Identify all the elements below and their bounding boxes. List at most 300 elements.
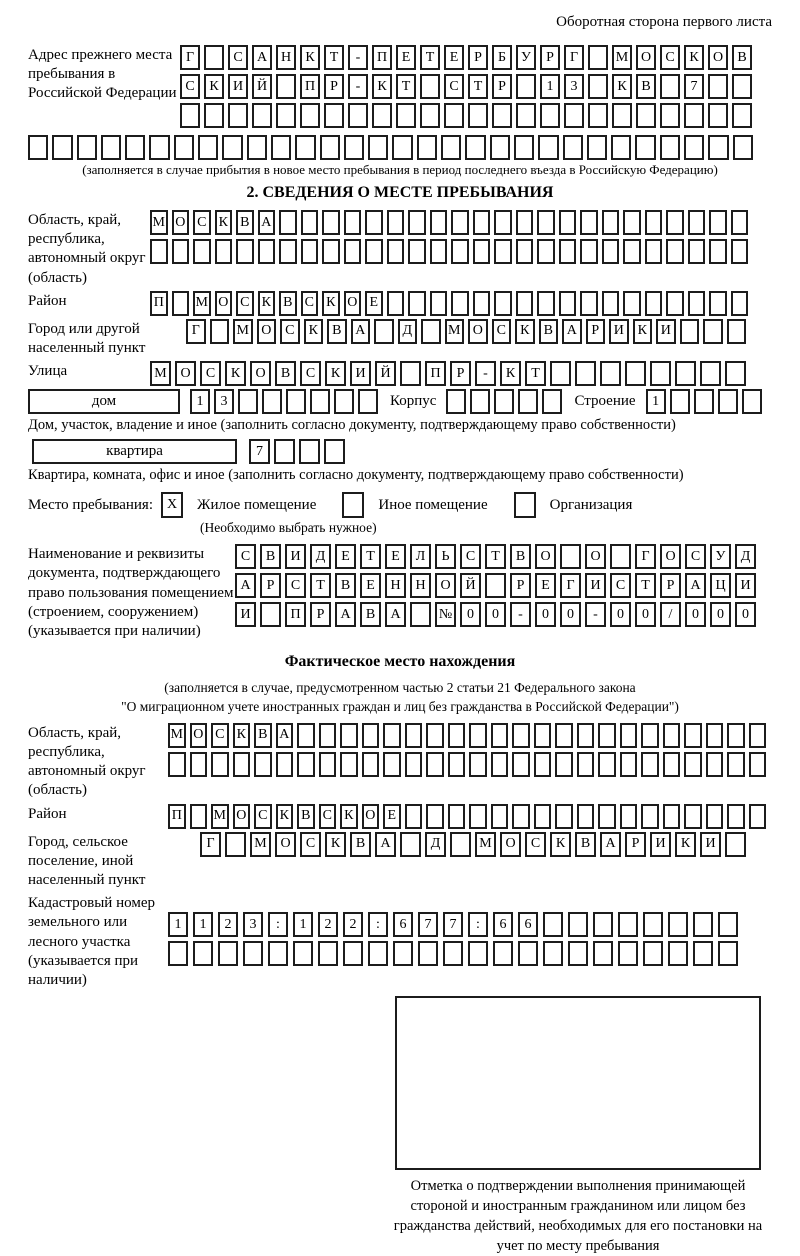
char-cell[interactable] xyxy=(225,832,246,857)
char-cell[interactable] xyxy=(645,239,663,264)
char-cell[interactable] xyxy=(727,804,745,829)
char-cell[interactable] xyxy=(534,804,552,829)
char-cell[interactable]: С xyxy=(235,544,256,569)
char-cell[interactable] xyxy=(733,135,753,160)
char-cell[interactable]: Д xyxy=(310,544,331,569)
char-cell[interactable] xyxy=(238,389,258,414)
char-cell[interactable]: С xyxy=(685,544,706,569)
char-cell[interactable]: Р xyxy=(450,361,471,386)
char-cell[interactable] xyxy=(410,602,431,627)
char-cell[interactable] xyxy=(577,723,595,748)
char-cell[interactable]: - xyxy=(348,45,368,70)
char-cell[interactable] xyxy=(725,832,746,857)
char-cell[interactable]: К xyxy=(550,832,571,857)
char-cell[interactable] xyxy=(575,361,596,386)
char-cell[interactable]: Н xyxy=(385,573,406,598)
char-cell[interactable] xyxy=(426,804,444,829)
char-cell[interactable] xyxy=(274,439,295,464)
char-cell[interactable] xyxy=(52,135,72,160)
char-cell[interactable] xyxy=(580,239,598,264)
char-cell[interactable]: 0 xyxy=(460,602,481,627)
char-cell[interactable] xyxy=(612,103,632,128)
char-cell[interactable] xyxy=(396,103,416,128)
char-cell[interactable]: В xyxy=(254,723,272,748)
char-cell[interactable]: М xyxy=(150,210,168,235)
char-cell[interactable] xyxy=(408,291,426,316)
char-cell[interactable]: А xyxy=(276,723,294,748)
char-cell[interactable] xyxy=(518,941,538,966)
char-cell[interactable] xyxy=(340,752,358,777)
char-cell[interactable]: К xyxy=(258,291,276,316)
char-cell[interactable]: О xyxy=(708,45,728,70)
char-cell[interactable] xyxy=(663,752,681,777)
char-cell[interactable]: И xyxy=(700,832,721,857)
char-cell[interactable]: Г xyxy=(200,832,221,857)
char-cell[interactable] xyxy=(708,103,728,128)
char-cell[interactable] xyxy=(587,135,607,160)
char-cell[interactable] xyxy=(426,752,444,777)
char-cell[interactable]: Р xyxy=(468,45,488,70)
char-cell[interactable] xyxy=(684,103,704,128)
char-cell[interactable]: Е xyxy=(335,544,356,569)
char-cell[interactable] xyxy=(168,941,188,966)
char-cell[interactable]: С xyxy=(460,544,481,569)
char-cell[interactable]: К xyxy=(276,804,294,829)
char-cell[interactable] xyxy=(514,135,534,160)
char-cell[interactable] xyxy=(190,752,208,777)
char-cell[interactable] xyxy=(670,389,690,414)
char-cell[interactable] xyxy=(618,941,638,966)
char-cell[interactable]: Й xyxy=(252,74,272,99)
char-cell[interactable]: К xyxy=(215,210,233,235)
char-cell[interactable] xyxy=(301,239,319,264)
char-cell[interactable]: - xyxy=(510,602,531,627)
char-cell[interactable] xyxy=(473,239,491,264)
char-cell[interactable]: К xyxy=(325,361,346,386)
checkbox-inoe[interactable] xyxy=(342,492,364,518)
char-cell[interactable]: И xyxy=(235,602,256,627)
char-cell[interactable] xyxy=(469,723,487,748)
char-cell[interactable] xyxy=(236,239,254,264)
char-cell[interactable] xyxy=(534,752,552,777)
char-cell[interactable]: О xyxy=(468,319,488,344)
char-cell[interactable] xyxy=(421,319,441,344)
char-cell[interactable] xyxy=(623,291,641,316)
char-cell[interactable]: 7 xyxy=(418,912,438,937)
char-cell[interactable] xyxy=(368,135,388,160)
char-cell[interactable] xyxy=(301,210,319,235)
char-cell[interactable] xyxy=(749,752,767,777)
char-cell[interactable] xyxy=(706,752,724,777)
char-cell[interactable] xyxy=(430,239,448,264)
char-cell[interactable] xyxy=(344,135,364,160)
char-cell[interactable] xyxy=(555,752,573,777)
char-cell[interactable]: Г xyxy=(186,319,206,344)
char-cell[interactable] xyxy=(732,74,752,99)
char-cell[interactable] xyxy=(731,239,749,264)
char-cell[interactable]: Т xyxy=(420,45,440,70)
char-cell[interactable] xyxy=(405,804,423,829)
char-cell[interactable] xyxy=(516,103,536,128)
char-cell[interactable] xyxy=(362,723,380,748)
char-cell[interactable] xyxy=(550,361,571,386)
char-cell[interactable] xyxy=(387,210,405,235)
char-cell[interactable]: : xyxy=(468,912,488,937)
char-cell[interactable] xyxy=(593,941,613,966)
char-cell[interactable] xyxy=(516,291,534,316)
char-cell[interactable] xyxy=(254,752,272,777)
char-cell[interactable]: К xyxy=(515,319,535,344)
char-cell[interactable] xyxy=(468,941,488,966)
char-cell[interactable]: Л xyxy=(410,544,431,569)
char-cell[interactable] xyxy=(749,723,767,748)
char-cell[interactable] xyxy=(577,804,595,829)
char-cell[interactable]: Т xyxy=(525,361,546,386)
char-cell[interactable] xyxy=(365,210,383,235)
char-cell[interactable] xyxy=(393,941,413,966)
char-cell[interactable] xyxy=(700,361,721,386)
char-cell[interactable]: М xyxy=(193,291,211,316)
char-cell[interactable] xyxy=(512,723,530,748)
char-cell[interactable]: Р xyxy=(540,45,560,70)
char-cell[interactable]: К xyxy=(322,291,340,316)
char-cell[interactable]: В xyxy=(539,319,559,344)
char-cell[interactable]: П xyxy=(285,602,306,627)
char-cell[interactable] xyxy=(660,135,680,160)
char-cell[interactable]: Й xyxy=(460,573,481,598)
char-cell[interactable] xyxy=(276,74,296,99)
char-cell[interactable] xyxy=(727,723,745,748)
char-cell[interactable] xyxy=(344,210,362,235)
char-cell[interactable]: П xyxy=(300,74,320,99)
char-cell[interactable] xyxy=(468,103,488,128)
char-cell[interactable] xyxy=(537,210,555,235)
char-cell[interactable]: Е xyxy=(444,45,464,70)
char-cell[interactable] xyxy=(408,210,426,235)
char-cell[interactable] xyxy=(299,439,320,464)
char-cell[interactable]: М xyxy=(445,319,465,344)
char-cell[interactable] xyxy=(77,135,97,160)
char-cell[interactable]: О xyxy=(257,319,277,344)
char-cell[interactable] xyxy=(602,291,620,316)
char-cell[interactable] xyxy=(512,752,530,777)
char-cell[interactable] xyxy=(300,103,320,128)
char-cell[interactable] xyxy=(563,135,583,160)
char-cell[interactable] xyxy=(636,103,656,128)
char-cell[interactable] xyxy=(559,239,577,264)
char-cell[interactable] xyxy=(469,804,487,829)
char-cell[interactable] xyxy=(362,752,380,777)
char-cell[interactable] xyxy=(417,135,437,160)
char-cell[interactable] xyxy=(542,389,562,414)
char-cell[interactable] xyxy=(641,804,659,829)
char-cell[interactable] xyxy=(643,941,663,966)
char-cell[interactable] xyxy=(334,389,354,414)
char-cell[interactable] xyxy=(588,74,608,99)
char-cell[interactable]: В xyxy=(636,74,656,99)
char-cell[interactable]: С xyxy=(444,74,464,99)
char-cell[interactable] xyxy=(469,752,487,777)
char-cell[interactable] xyxy=(430,210,448,235)
char-cell[interactable] xyxy=(174,135,194,160)
char-cell[interactable]: Р xyxy=(660,573,681,598)
char-cell[interactable]: 3 xyxy=(243,912,263,937)
char-cell[interactable] xyxy=(641,752,659,777)
char-cell[interactable] xyxy=(598,723,616,748)
char-cell[interactable]: № xyxy=(435,602,456,627)
char-cell[interactable] xyxy=(418,941,438,966)
char-cell[interactable] xyxy=(625,361,646,386)
char-cell[interactable] xyxy=(426,723,444,748)
char-cell[interactable]: И xyxy=(350,361,371,386)
char-cell[interactable]: В xyxy=(260,544,281,569)
char-cell[interactable] xyxy=(650,361,671,386)
char-cell[interactable] xyxy=(709,239,727,264)
char-cell[interactable]: Р xyxy=(260,573,281,598)
char-cell[interactable] xyxy=(408,239,426,264)
char-cell[interactable]: С xyxy=(280,319,300,344)
char-cell[interactable] xyxy=(610,544,631,569)
char-cell[interactable]: Г xyxy=(180,45,200,70)
char-cell[interactable] xyxy=(279,210,297,235)
char-cell[interactable]: Р xyxy=(324,74,344,99)
char-cell[interactable] xyxy=(668,941,688,966)
char-cell[interactable] xyxy=(611,135,631,160)
char-cell[interactable] xyxy=(322,210,340,235)
char-cell[interactable] xyxy=(749,804,767,829)
char-cell[interactable]: К xyxy=(204,74,224,99)
char-cell[interactable]: М xyxy=(250,832,271,857)
char-cell[interactable] xyxy=(555,804,573,829)
char-cell[interactable]: А xyxy=(351,319,371,344)
char-cell[interactable] xyxy=(258,239,276,264)
char-cell[interactable]: О xyxy=(362,804,380,829)
char-cell[interactable]: А xyxy=(685,573,706,598)
char-cell[interactable]: С xyxy=(236,291,254,316)
char-cell[interactable] xyxy=(430,291,448,316)
char-cell[interactable] xyxy=(537,239,555,264)
char-cell[interactable]: А xyxy=(335,602,356,627)
char-cell[interactable]: С xyxy=(319,804,337,829)
char-cell[interactable] xyxy=(320,135,340,160)
char-cell[interactable] xyxy=(568,941,588,966)
char-cell[interactable] xyxy=(666,239,684,264)
char-cell[interactable] xyxy=(149,135,169,160)
char-cell[interactable]: Т xyxy=(396,74,416,99)
char-cell[interactable]: К xyxy=(500,361,521,386)
char-cell[interactable] xyxy=(28,135,48,160)
char-cell[interactable]: 3 xyxy=(564,74,584,99)
char-cell[interactable] xyxy=(198,135,218,160)
char-cell[interactable]: М xyxy=(211,804,229,829)
char-cell[interactable] xyxy=(645,291,663,316)
char-cell[interactable] xyxy=(218,941,238,966)
char-cell[interactable]: - xyxy=(348,74,368,99)
char-cell[interactable] xyxy=(688,239,706,264)
char-cell[interactable] xyxy=(233,752,251,777)
char-cell[interactable]: Ц xyxy=(710,573,731,598)
char-cell[interactable] xyxy=(172,291,190,316)
char-cell[interactable] xyxy=(688,291,706,316)
char-cell[interactable] xyxy=(271,135,291,160)
char-cell[interactable]: С xyxy=(285,573,306,598)
char-cell[interactable] xyxy=(286,389,306,414)
char-cell[interactable]: О xyxy=(344,291,362,316)
char-cell[interactable]: М xyxy=(475,832,496,857)
char-cell[interactable]: 1 xyxy=(190,389,210,414)
char-cell[interactable] xyxy=(543,912,563,937)
char-cell[interactable] xyxy=(693,912,713,937)
char-cell[interactable] xyxy=(343,941,363,966)
char-cell[interactable] xyxy=(516,210,534,235)
char-cell[interactable] xyxy=(620,723,638,748)
char-cell[interactable] xyxy=(387,239,405,264)
char-cell[interactable] xyxy=(718,389,738,414)
char-cell[interactable]: С xyxy=(300,832,321,857)
char-cell[interactable] xyxy=(387,291,405,316)
char-cell[interactable]: 6 xyxy=(493,912,513,937)
char-cell[interactable] xyxy=(340,723,358,748)
char-cell[interactable]: И xyxy=(228,74,248,99)
char-cell[interactable]: / xyxy=(660,602,681,627)
char-cell[interactable]: С xyxy=(301,291,319,316)
char-cell[interactable]: Е xyxy=(365,291,383,316)
char-cell[interactable]: У xyxy=(710,544,731,569)
char-cell[interactable] xyxy=(243,941,263,966)
char-cell[interactable] xyxy=(684,723,702,748)
char-cell[interactable]: 0 xyxy=(485,602,506,627)
char-cell[interactable] xyxy=(210,319,230,344)
char-cell[interactable]: О xyxy=(250,361,271,386)
char-cell[interactable] xyxy=(451,210,469,235)
char-cell[interactable]: : xyxy=(368,912,388,937)
char-cell[interactable]: И xyxy=(585,573,606,598)
char-cell[interactable]: 0 xyxy=(710,602,731,627)
char-cell[interactable] xyxy=(580,210,598,235)
char-cell[interactable]: С xyxy=(610,573,631,598)
char-cell[interactable] xyxy=(297,752,315,777)
char-cell[interactable]: Р xyxy=(586,319,606,344)
char-cell[interactable] xyxy=(688,210,706,235)
char-cell[interactable] xyxy=(392,135,412,160)
char-cell[interactable] xyxy=(666,291,684,316)
char-cell[interactable]: С xyxy=(228,45,248,70)
char-cell[interactable] xyxy=(204,103,224,128)
char-cell[interactable] xyxy=(465,135,485,160)
char-cell[interactable]: 1 xyxy=(540,74,560,99)
char-cell[interactable]: С xyxy=(200,361,221,386)
char-cell[interactable] xyxy=(490,135,510,160)
char-cell[interactable] xyxy=(293,941,313,966)
char-cell[interactable] xyxy=(276,752,294,777)
char-cell[interactable] xyxy=(494,389,514,414)
char-cell[interactable] xyxy=(602,210,620,235)
char-cell[interactable] xyxy=(405,723,423,748)
char-cell[interactable] xyxy=(222,135,242,160)
char-cell[interactable] xyxy=(718,912,738,937)
char-cell[interactable] xyxy=(451,239,469,264)
char-cell[interactable] xyxy=(473,291,491,316)
char-cell[interactable] xyxy=(538,135,558,160)
char-cell[interactable]: 6 xyxy=(393,912,413,937)
char-cell[interactable]: К xyxy=(225,361,246,386)
char-cell[interactable] xyxy=(448,723,466,748)
char-cell[interactable]: Т xyxy=(468,74,488,99)
char-cell[interactable] xyxy=(684,135,704,160)
char-cell[interactable] xyxy=(731,210,749,235)
char-cell[interactable]: П xyxy=(168,804,186,829)
char-cell[interactable] xyxy=(372,103,392,128)
char-cell[interactable] xyxy=(172,239,190,264)
char-cell[interactable]: М xyxy=(150,361,171,386)
char-cell[interactable] xyxy=(560,544,581,569)
char-cell[interactable]: 0 xyxy=(685,602,706,627)
char-cell[interactable]: Т xyxy=(360,544,381,569)
char-cell[interactable]: 2 xyxy=(318,912,338,937)
char-cell[interactable]: В xyxy=(350,832,371,857)
char-cell[interactable]: К xyxy=(612,74,632,99)
char-cell[interactable] xyxy=(727,319,747,344)
char-cell[interactable] xyxy=(193,239,211,264)
char-cell[interactable] xyxy=(470,389,490,414)
char-cell[interactable]: А xyxy=(600,832,621,857)
char-cell[interactable] xyxy=(446,389,466,414)
char-cell[interactable] xyxy=(693,941,713,966)
char-cell[interactable] xyxy=(623,239,641,264)
char-cell[interactable] xyxy=(150,239,168,264)
char-cell[interactable]: А xyxy=(252,45,272,70)
char-cell[interactable]: 3 xyxy=(214,389,234,414)
char-cell[interactable] xyxy=(262,389,282,414)
char-cell[interactable]: С xyxy=(180,74,200,99)
char-cell[interactable]: В xyxy=(236,210,254,235)
char-cell[interactable]: А xyxy=(562,319,582,344)
char-cell[interactable] xyxy=(492,103,512,128)
char-cell[interactable] xyxy=(190,804,208,829)
char-cell[interactable]: О xyxy=(435,573,456,598)
char-cell[interactable] xyxy=(125,135,145,160)
char-cell[interactable]: В xyxy=(327,319,347,344)
char-cell[interactable] xyxy=(543,941,563,966)
char-cell[interactable] xyxy=(101,135,121,160)
char-cell[interactable] xyxy=(516,239,534,264)
char-cell[interactable] xyxy=(211,752,229,777)
char-cell[interactable] xyxy=(618,912,638,937)
char-cell[interactable] xyxy=(727,752,745,777)
char-cell[interactable] xyxy=(706,804,724,829)
char-cell[interactable]: Р xyxy=(510,573,531,598)
char-cell[interactable] xyxy=(742,389,762,414)
char-cell[interactable] xyxy=(537,291,555,316)
char-cell[interactable]: С xyxy=(492,319,512,344)
char-cell[interactable]: И xyxy=(656,319,676,344)
char-cell[interactable]: О xyxy=(215,291,233,316)
char-cell[interactable]: О xyxy=(500,832,521,857)
char-cell[interactable] xyxy=(564,103,584,128)
char-cell[interactable]: О xyxy=(585,544,606,569)
char-cell[interactable]: К xyxy=(633,319,653,344)
char-cell[interactable]: К xyxy=(340,804,358,829)
char-cell[interactable] xyxy=(588,103,608,128)
char-cell[interactable] xyxy=(324,103,344,128)
char-cell[interactable]: Р xyxy=(310,602,331,627)
char-cell[interactable]: - xyxy=(475,361,496,386)
char-cell[interactable] xyxy=(494,239,512,264)
char-cell[interactable] xyxy=(577,752,595,777)
char-cell[interactable]: Г xyxy=(564,45,584,70)
char-cell[interactable] xyxy=(319,752,337,777)
char-cell[interactable]: Т xyxy=(635,573,656,598)
